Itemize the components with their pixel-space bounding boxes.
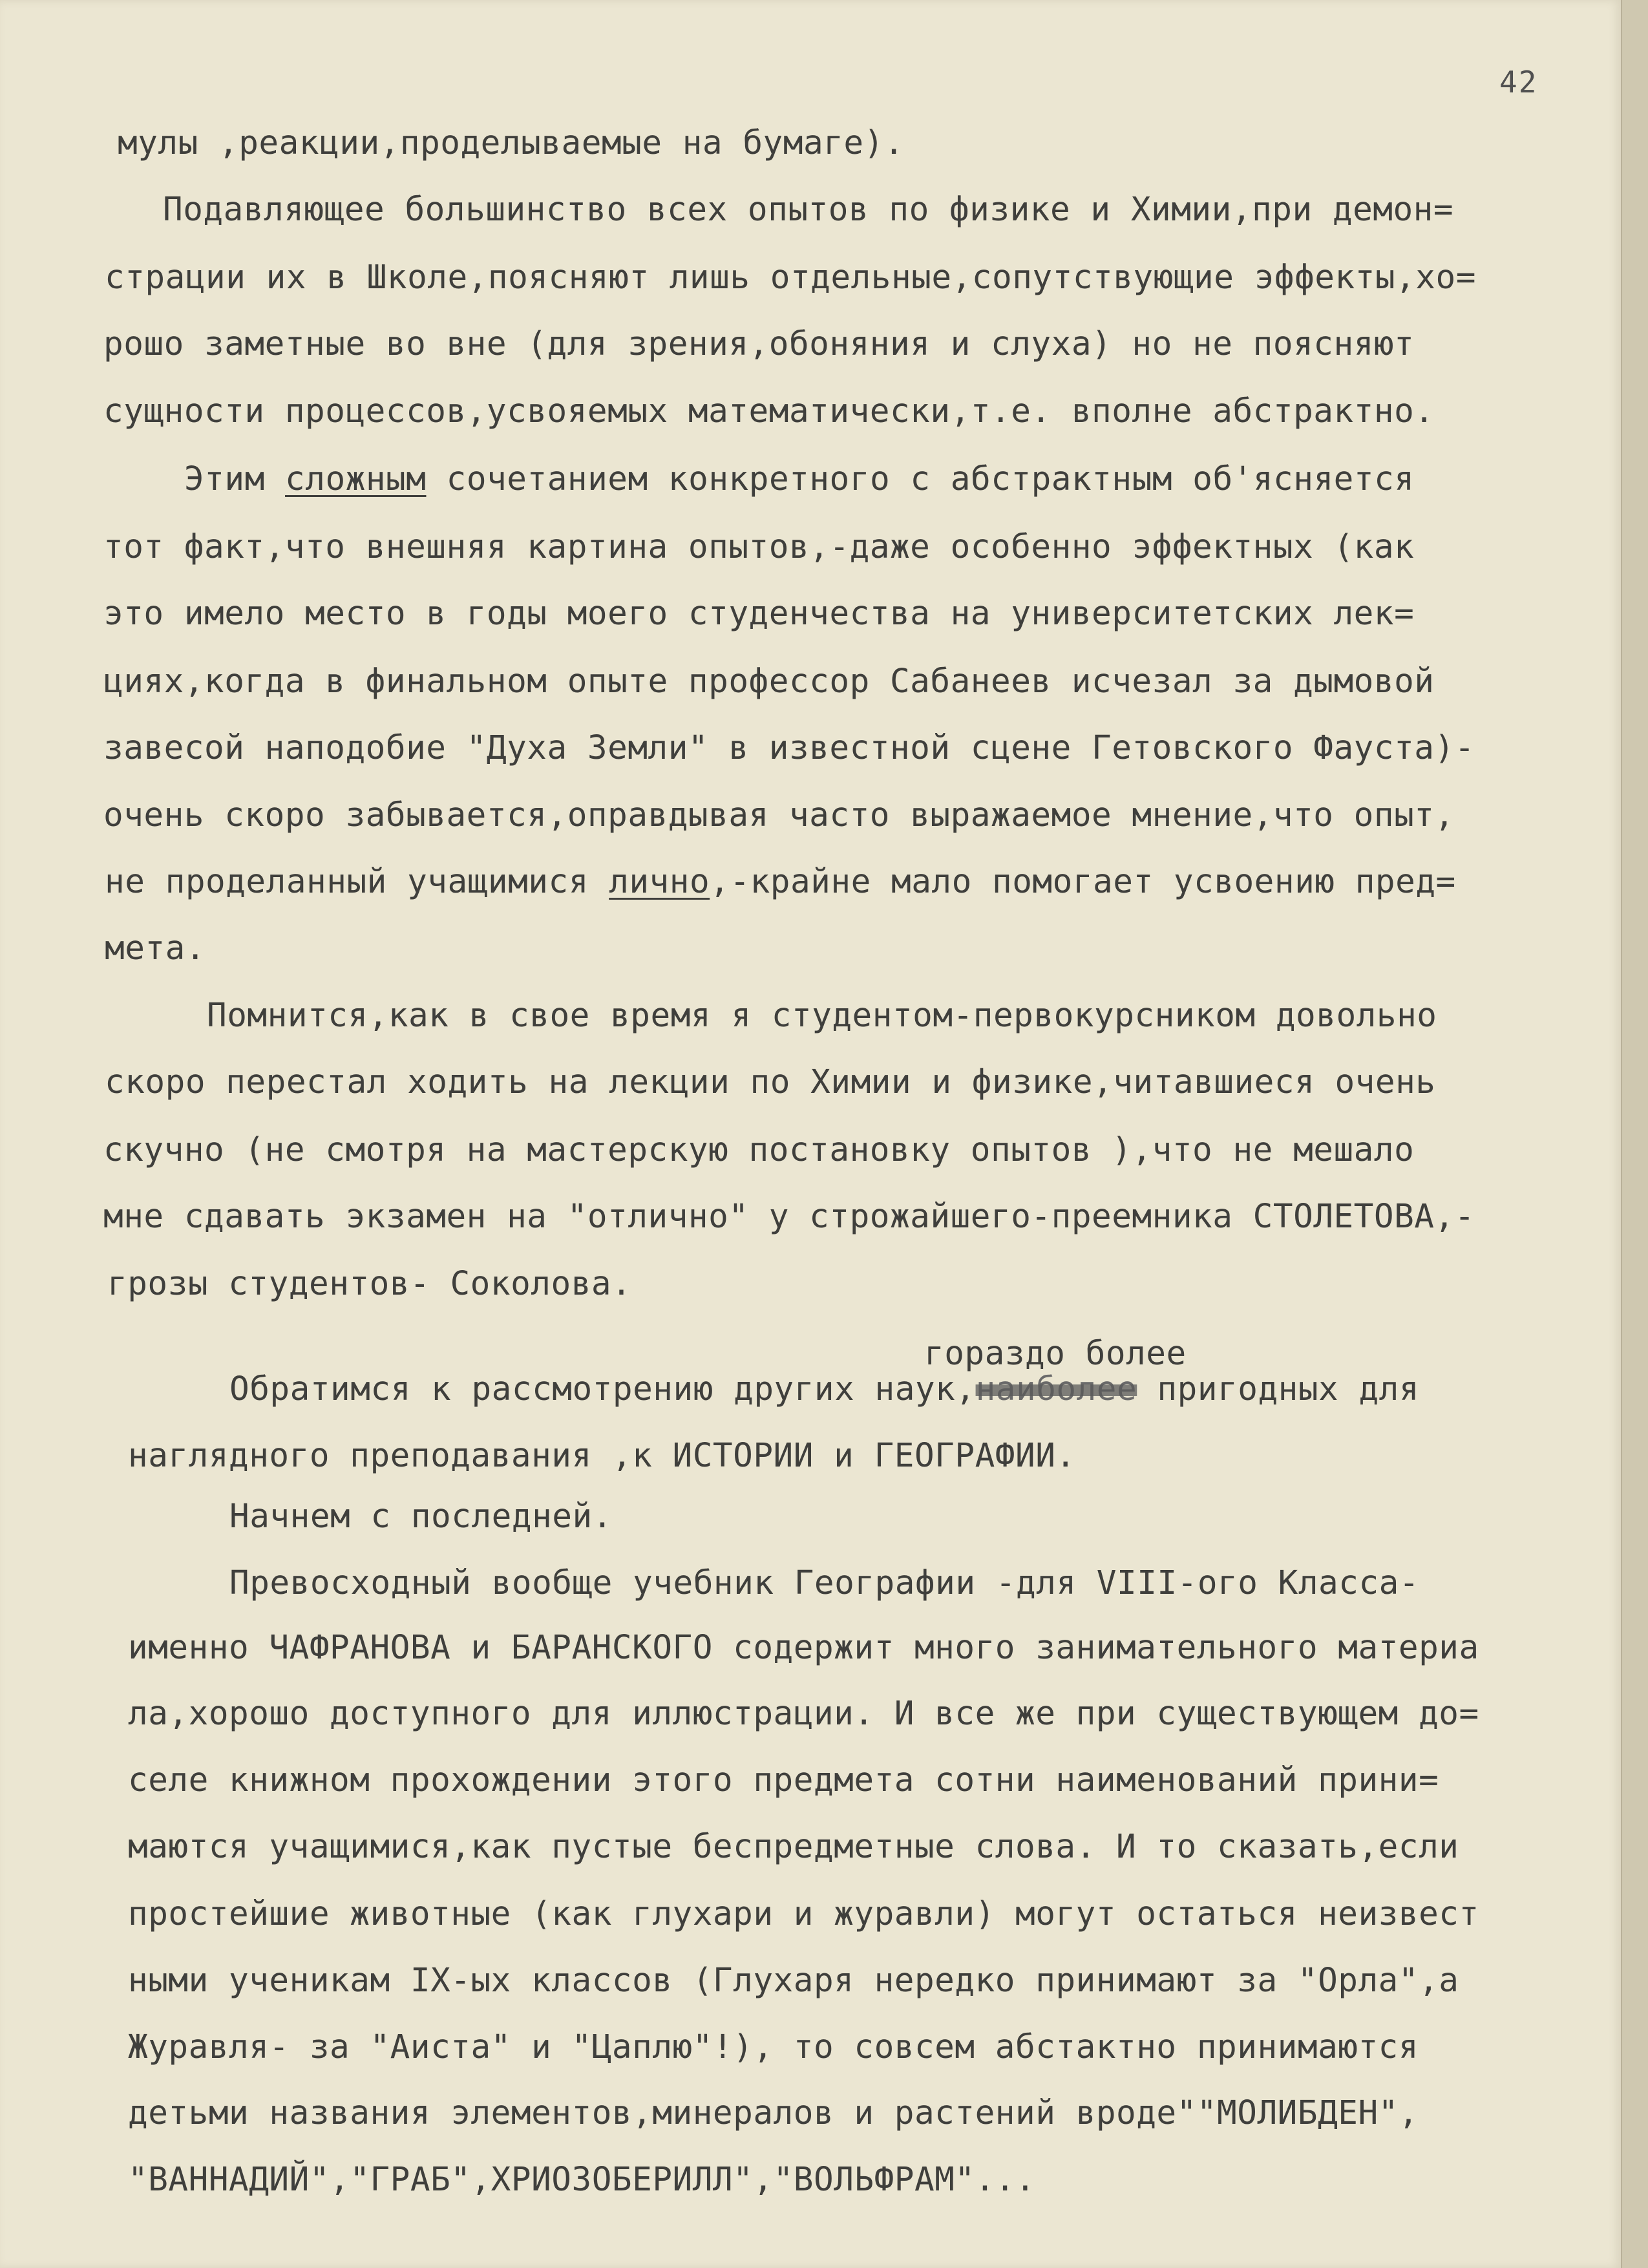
page-number: 42 [1499, 65, 1538, 100]
text-line: циях,когда в финальном опыте профессор Сабанеев исчезал за дымовой [103, 662, 1435, 701]
line-segment: ,-крайне мало помогает усвоению пред= [710, 863, 1456, 901]
text-line: это имело место в годы моего студенчества на университетских лек= [103, 595, 1415, 633]
text-line: Помнится,как в свое время я студентом-первокурсником довольно [207, 997, 1437, 1035]
text-line-with-underline [105, 863, 1456, 902]
text-line-with-correction [229, 1370, 1419, 1409]
text-line: мне сдавать экзамен на "отлично" у строжайшего-преемника СТОЛЕТОВА,- [103, 1198, 1475, 1236]
text-line: Начнем с последней. [229, 1498, 613, 1536]
text-line: Журавля- за "Аиста" и "Цаплю"!), то совсем абстактно принимаются [128, 2028, 1419, 2066]
underlined-word: сложным [285, 460, 427, 498]
line-segment: пригодных для [1137, 1370, 1420, 1408]
text-line: скоро перестал ходить на лекции по Химии и физике,читавшиеся очень [105, 1063, 1436, 1101]
text-line: мета. [105, 929, 206, 968]
text-line: простейшие животные (как глухари и журавли) могут остаться неизвест [128, 1895, 1479, 1933]
text-line: ными ученикам IX-ых классов (Глухаря нередко принимают за "Орла",а [128, 1962, 1459, 2000]
text-line: Подавляющее большинство всех опытов по физике и Химии,при демон= [163, 191, 1454, 229]
text-line: скучно (не смотря на мастерскую постановку опытов ),что не мешало [103, 1131, 1415, 1169]
text-line: Превосходный вообще учебник Географии -для VIII-ого Класса- [229, 1564, 1420, 1602]
text-line: рошо заметные во вне (для зрения,обоняния и слуха) но не поясняют [103, 325, 1415, 363]
text-line: тот факт,что внешняя картина опытов,-даже особенно эффектных (как [103, 528, 1415, 566]
underlined-word: лично [609, 863, 710, 901]
text-line: наглядного преподавания ,к ИСТОРИИ и ГЕОГРАФИИ. [128, 1437, 1076, 1475]
text-line: очень скоро забывается,оправдывая часто выражаемое мнение,что опыт, [103, 796, 1455, 834]
text-line: страции их в Школе,поясняют лишь отдельные,сопутствующие эффекты,хо= [105, 259, 1476, 297]
text-line: "ВАННАДИЙ","ГРАБ",ХРИОЗОБЕРИЛЛ","ВОЛЬФРАМ"... [128, 2161, 1036, 2199]
line-segment: не проделанный учащимися [105, 863, 609, 901]
text-line: именно ЧАФРАНОВА и БАРАНСКОГО содержит много занимательного материа [128, 1629, 1479, 1667]
text-line: мулы ,реакции,проделываемые на бумаге). [118, 124, 904, 162]
text-line: маются учащимися,как пустые беспредметные слова. И то сказать,если [128, 1828, 1459, 1866]
line-segment: Этим [184, 460, 286, 498]
struck-out-word: наиболее [975, 1370, 1137, 1408]
text-line: сущности процессов,усвояемых математически,т.е. вполне абстрактно. [103, 392, 1435, 430]
line-segment: сочетанием конкретного с абстрактным об'ясняется [426, 460, 1415, 498]
line-segment: Обратимся к рассмотрению других наук, [229, 1370, 976, 1408]
text-line: селе книжном прохождении этого предмета сотни наименований прини= [128, 1761, 1439, 1799]
text-line: завесой наподобие "Духа Земли" в известной сцене Гетовского Фауста)- [103, 729, 1475, 767]
text-line: детьми названия элементов,минералов и растений вроде""МОЛИБДЕН", [128, 2094, 1419, 2132]
handwritten-insertion: гораздо более [924, 1335, 1187, 1373]
text-line-with-underline [184, 460, 1415, 499]
text-line: ла,хорошо доступного для иллюстрации. И все же при существующем до= [128, 1695, 1479, 1733]
page-edge [1621, 0, 1648, 2268]
text-line: грозы студентов- Соколова. [107, 1265, 632, 1303]
